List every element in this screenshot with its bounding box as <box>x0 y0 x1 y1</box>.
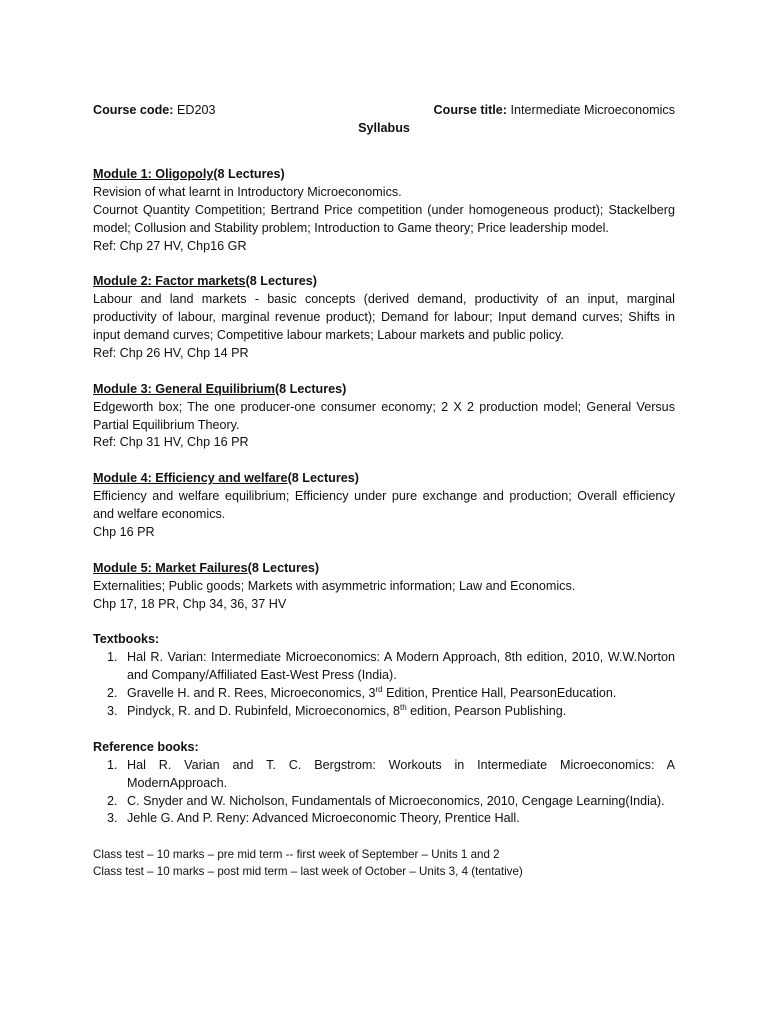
module-title: Module 1: Oligopoly <box>93 166 214 181</box>
list-item: 2. Gravelle H. and R. Rees, Microeconomics, 3rd Edition, Prentice Hall, PearsonEducation. <box>121 685 675 703</box>
module-2: Module 2: Factor markets(8 Lectures) Labour and land markets - basic concepts (derived demand, productivity of an input, marginal productivity of labour, marginal revenue product); Demand for labour; Input demand curves; Shifts in input demand curves; Competitive labour markets; Labour markets and public policy. Ref: Chp 26 HV, Chp 14 PR <box>93 274 675 360</box>
class-tests <box>93 846 675 880</box>
textbooks-section <box>93 631 675 721</box>
module-3: Module 3: General Equilibrium(8 Lectures) Edgeworth box; The one producer-one consumer economy; 2 X 2 production model; General Versus Partial Equilibrium Theory. Ref: Chp 31 HV, Chp 16 PR <box>93 381 675 450</box>
list-item: 1. Hal R. Varian: Intermediate Microeconomics: A Modern Approach, 8th edition, 2010, W.W.Norton and Company/Affiliated East-West Press (India). <box>121 649 675 685</box>
module-1: Module 1: Oligopoly(8 Lectures) Revision of what learnt in Introductory Microeconomics. Cournot Quantity Competition; Bertrand Price competition (under homogeneous product); Stackelberg model; Collusion and Stability problem; Introduction to Game theory; Price leadership model. Ref: Chp 27 HV, Chp16 GR <box>93 166 675 253</box>
module-5: Module 5: Market Failures(8 Lectures) Externalities; Public goods; Markets with asymmetric information; Law and Economics. Chp 17, 18 PR, Chp 34, 36, 37 HV <box>93 560 576 611</box>
list-item: 3. Pindyck, R. and D. Rubinfeld, Microeconomics, 8th edition, Pearson Publishing. <box>121 703 675 721</box>
module-title: Module 3: General Equilibrium <box>93 381 275 396</box>
module-4: Module 4: Efficiency and welfare(8 Lectures) Efficiency and welfare equilibrium; Efficiency under pure exchange and production; Overall efficiency and welfare economics. Chp 16 PR <box>93 471 675 539</box>
module-title: Module 4: Efficiency and welfare <box>93 471 288 486</box>
list-item: 3. Jehle G. And P. Reny: Advanced Microeconomic Theory, Prentice Hall. <box>121 810 675 828</box>
syllabus-heading: Syllabus <box>358 121 410 135</box>
syllabus-document <box>93 102 675 880</box>
reference-books-heading: Reference books: <box>93 739 199 754</box>
textbooks-heading: Textbooks: <box>93 632 160 647</box>
reference-books-section <box>93 739 675 829</box>
class-test-line: Class test – 10 marks – pre mid term -- first week of September – Units 1 and 2 <box>93 848 500 862</box>
list-item: 1. Hal R. Varian and T. C. Bergstrom: Workouts in Intermediate Microeconomics: A ModernApproach. <box>121 757 675 793</box>
class-test-line: Class test – 10 marks – post mid term – last week of October – Units 3, 4 (tentative) <box>93 865 523 879</box>
module-title: Module 5: Market Failures <box>93 560 248 575</box>
course-title: Course title: Intermediate Microeconomics <box>433 103 675 117</box>
course-code: Course code: ED203 <box>93 103 216 117</box>
list-item: 2. C. Snyder and W. Nicholson, Fundamentals of Microeconomics, 2010, Cengage Learning(India). <box>121 793 675 811</box>
module-title: Module 2: Factor markets <box>93 274 246 289</box>
course-header <box>93 102 675 120</box>
